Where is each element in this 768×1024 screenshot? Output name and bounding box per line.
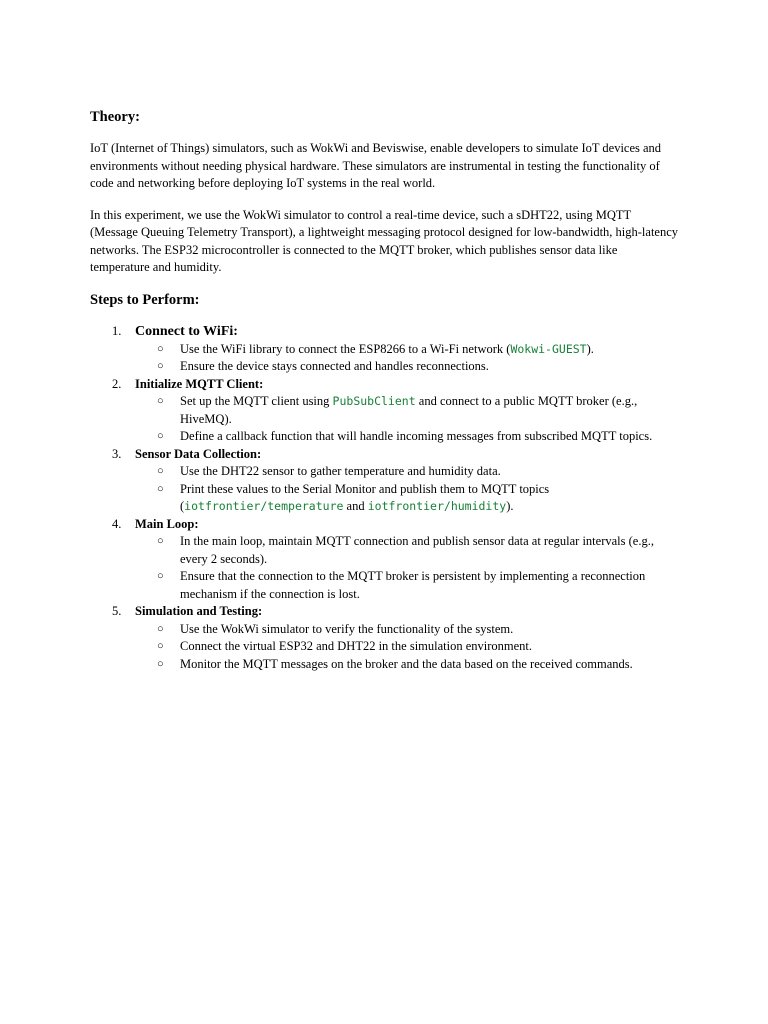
- steps-heading: Steps to Perform:: [90, 291, 200, 308]
- hollow-circle-bullet-icon: ○: [157, 360, 164, 372]
- inline-code: iotfrontier/temperature: [184, 499, 344, 513]
- hollow-circle-bullet-icon: ○: [157, 430, 164, 442]
- step-number: 1.: [112, 323, 122, 338]
- hollow-circle-bullet-icon: ○: [157, 640, 164, 652]
- substep-text: ).: [586, 341, 594, 356]
- substep-text: Monitor the MQTT messages on the broker and the data based on the received commands.: [180, 656, 633, 671]
- substep-text: Print these values to the Serial Monitor and publish them to MQTT topics: [180, 481, 550, 496]
- substep-text: Use the DHT22 sensor to gather temperature and humidity data.: [180, 464, 501, 478]
- substep-list: [135, 463, 680, 516]
- substep-text: Ensure that the connection to the MQTT broker is persistent by implementing a reconnection mechanism if the connection is lost.: [180, 569, 646, 601]
- hollow-circle-bullet-icon: ○: [157, 535, 164, 547]
- substep-text: and connect to a public MQTT broker (e.g., HiveMQ).: [180, 394, 638, 426]
- substep-text: Set up the MQTT client using: [180, 394, 333, 408]
- substep-list: [135, 341, 680, 376]
- substep-item: [135, 638, 680, 656]
- substep-item: [135, 481, 680, 516]
- step-item: [90, 603, 680, 673]
- step-title: Connect to WiFi:: [135, 323, 238, 339]
- substep-item: [135, 621, 680, 639]
- hollow-circle-bullet-icon: ○: [157, 622, 164, 635]
- steps-list: [90, 323, 680, 674]
- substep-text: ).: [506, 499, 514, 513]
- substep-item: [135, 428, 680, 446]
- step-item: [90, 516, 680, 604]
- inline-code: PubSubClient: [332, 394, 416, 408]
- step-title: Sensor Data Collection:: [135, 446, 262, 461]
- substep-item: [135, 533, 680, 568]
- step-item: [90, 446, 680, 516]
- substep-text: Use the WiFi library to connect the ESP8266 to a Wi-Fi network (: [180, 341, 511, 356]
- substep-text: and: [343, 499, 368, 513]
- step-item: [90, 323, 680, 376]
- hollow-circle-bullet-icon: ○: [157, 570, 164, 582]
- substep-list: [135, 393, 680, 446]
- substep-item: [135, 568, 680, 603]
- step-number: 4.: [112, 516, 122, 531]
- step-number: 3.: [112, 446, 122, 461]
- substep-text: Use the WokWi simulator to verify the functionality of the system.: [180, 621, 514, 636]
- step-item: [90, 376, 680, 446]
- hollow-circle-bullet-icon: ○: [157, 657, 164, 670]
- theory-paragraph-2: In this experiment, we use the WokWi simulator to control a real-time device, such a sDHT22, using MQTT (Message Queuing Telemetry Transport), a lightweight messaging protocol designed for low-bandwidth, high-latency networks. The ESP32 microcontroller is connected to the MQTT broker, which publishes sensor data like temperature and humidity.: [90, 207, 679, 274]
- substep-item: [135, 393, 680, 428]
- hollow-circle-bullet-icon: ○: [157, 465, 164, 477]
- substep-item: [135, 341, 680, 359]
- hollow-circle-bullet-icon: ○: [157, 342, 164, 355]
- substep-text: Connect the virtual ESP32 and DHT22 in the simulation environment.: [180, 639, 533, 653]
- hollow-circle-bullet-icon: ○: [157, 395, 164, 407]
- step-title: Initialize MQTT Client:: [135, 376, 264, 391]
- substep-list: [135, 621, 680, 674]
- step-title: Main Loop:: [135, 516, 199, 531]
- substep-item: [135, 358, 680, 376]
- step-number: 5.: [112, 604, 122, 618]
- substep-list: [135, 533, 680, 603]
- theory-paragraph-1: IoT (Internet of Things) simulators, such as WokWi and Beviswise, enable developers to simulate IoT devices and environments without needing physical hardware. These simulators are instrumental in testing the functionality of code and networking before deploying IoT systems in the real world.: [90, 141, 662, 190]
- hollow-circle-bullet-icon: ○: [157, 482, 164, 495]
- substep-text: Define a callback function that will handle incoming messages from subscribed MQTT topics.: [180, 429, 653, 443]
- substep-text: Ensure the device stays connected and handles reconnections.: [180, 359, 489, 373]
- theory-heading: Theory:: [90, 109, 140, 125]
- substep-text: (: [180, 499, 185, 513]
- inline-code: iotfrontier/humidity: [367, 499, 507, 513]
- step-title: Simulation and Testing:: [135, 604, 263, 618]
- document-page: [90, 108, 680, 673]
- substep-text: In the main loop, maintain MQTT connection and publish sensor data at regular intervals (e.g., every 2 seconds).: [180, 534, 654, 566]
- substep-item: [135, 656, 680, 674]
- step-number: 2.: [112, 376, 122, 391]
- substep-item: [135, 463, 680, 481]
- inline-code: Wokwi-GUEST: [510, 341, 587, 356]
